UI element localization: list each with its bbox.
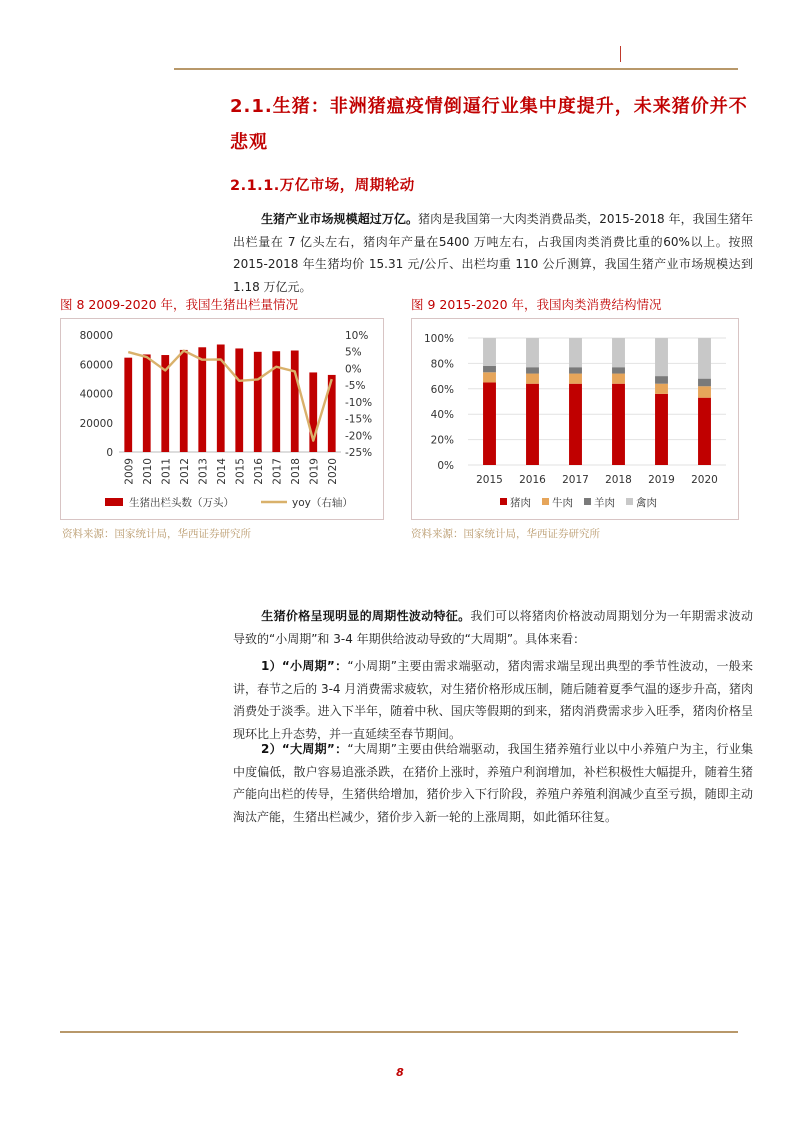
bar-2020-禽肉 [698,338,711,379]
bar-2010 [143,354,151,452]
header-rule [174,68,738,70]
bar-2016-禽肉 [526,338,539,367]
bar-2015 [235,348,243,452]
legend-label: 禽肉 [636,497,657,509]
x-tick-label: 2017 [271,458,284,485]
bar-2015-猪肉 [483,382,496,465]
legend-swatch [542,498,549,505]
bar-2019-羊肉 [655,376,668,384]
bar-2018 [291,351,299,452]
x-tick-label: 2009 [123,458,136,485]
legend-label: yoy（右轴） [292,497,353,509]
paragraph-market-size [233,208,753,298]
x-tick-label: 2018 [289,458,302,485]
y-tick-label: 0% [437,460,454,472]
bar-2015-牛肉 [483,372,496,382]
legend-swatch [584,498,591,505]
x-tick-label: 2019 [308,458,321,485]
y-tick-label: 60% [430,383,454,396]
x-tick-label: 2016 [519,474,546,486]
x-tick-label: 2014 [215,458,228,485]
x-tick-label: 2015 [476,474,503,486]
bar-2018-猪肉 [612,384,625,465]
y-tick-label: 100% [423,333,454,345]
legend-label: 猪肉 [510,497,531,509]
paragraph-lead: 1）“小周期”： [261,659,348,673]
hog-slaughter-chart [61,319,383,519]
y2-tick-label: -5% [345,380,366,393]
bar-2009 [124,358,132,452]
section-title-line2: 悲观 [230,132,268,153]
y2-tick-label: -20% [345,430,373,443]
paragraph-price-cycle [233,605,753,650]
y2-tick-label: -25% [345,447,373,459]
section-title-line1: 2.1.生猪：非洲猪瘟疫情倒逼行业集中度提升，未来猪价并不 [230,96,748,117]
paragraph-lead: 生猪产业市场规模超过万亿。 [261,212,419,226]
y-tick-label: 20000 [79,417,113,430]
y-tick-label: 40000 [79,388,113,401]
x-tick-label: 2020 [691,474,718,486]
x-tick-label: 2016 [252,458,265,485]
legend-label: 羊肉 [594,497,615,509]
bar-2020-牛肉 [698,386,711,397]
y-tick-label: 20% [430,434,454,447]
bar-2016-牛肉 [526,374,539,384]
legend-label: 生猪出栏头数（万头） [129,497,234,509]
y-tick-label: 80000 [79,330,113,342]
x-tick-label: 2020 [326,458,339,485]
x-tick-label: 2015 [234,458,247,485]
header-accent-mark [620,46,621,62]
bar-2016-羊肉 [526,367,539,373]
paragraph-text: 我们可以将猪肉价格波动周期划分为一年期需求波动导致的“小周期”和 3-4 年期供给波动导致的“大周期”。具体来看： [233,609,753,646]
figure-8-source: 资料来源：国家统计局，华西证券研究所 [62,528,251,540]
bar-2015-羊肉 [483,366,496,372]
figure-9-title: 图 9 2015-2020 年，我国肉类消费结构情况 [411,297,662,312]
subsection-title: 2.1.1.万亿市场，周期轮动 [230,178,415,194]
bar-2016-猪肉 [526,384,539,465]
bar-2020-猪肉 [698,398,711,465]
bar-2015-禽肉 [483,338,496,366]
y-tick-label: 60000 [79,359,113,372]
bar-2017-禽肉 [569,338,582,367]
bar-2016 [254,352,262,452]
figure-9-source: 资料来源：国家统计局，华西证券研究所 [411,528,600,540]
bar-2017-猪肉 [569,384,582,465]
paragraph-small-cycle [233,655,753,745]
x-tick-label: 2019 [648,474,675,486]
y-tick-label: 0 [106,447,113,459]
legend-swatch [626,498,633,505]
bar-2018-牛肉 [612,374,625,384]
x-tick-label: 2018 [605,474,632,486]
x-tick-label: 2011 [160,458,173,485]
footer-rule [60,1031,738,1033]
y-tick-label: 80% [430,358,454,371]
bar-2018-禽肉 [612,338,625,367]
bar-2019-牛肉 [655,384,668,394]
legend-label: 牛肉 [552,497,573,509]
figure-8-title: 图 8 2009-2020 年，我国生猪出栏量情况 [60,297,299,312]
y2-tick-label: 10% [345,330,369,342]
y2-tick-label: -15% [345,413,373,426]
figure-9-frame [411,318,739,520]
paragraph-big-cycle [233,738,753,828]
bar-2017-羊肉 [569,367,582,373]
paragraph-text: “大周期”主要由供给端驱动，我国生猪养殖行业以中小养殖户为主，行业集中度偏低，散户容易追涨杀跌，在猪价上涨时，养殖户利润增加，补栏积极性大幅提升，随着生猪产能向出栏的传导，生猪供给增加，猪价步入下行阶段，养殖户养殖利润减少直至亏损，随即主动淘汰产能，生猪出栏减少，猪价步入新一轮的上涨周期，如此循环往复。 [233,742,754,824]
bar-2012 [180,350,188,452]
paragraph-lead: 2）“大周期”： [261,742,348,756]
x-tick-label: 2012 [178,458,191,485]
bar-2019-猪肉 [655,394,668,465]
y2-tick-label: 0% [345,363,362,376]
page-number: 8 [396,1066,404,1079]
bar-2018-羊肉 [612,367,625,373]
bar-2013 [198,347,206,452]
paragraph-text: 猪肉是我国第一大肉类消费品类，2015-2018 年，我国生猪年出栏量在 7 亿头左右，猪肉年产量在5400 万吨左右，占我国肉类消费比重的60%以上。按照 2015-2018 年生猪均价 15.31 元/公斤、出栏均重 110 公斤测算，我国生猪产业市场规模达到 1.18 万亿元。 [233,212,753,294]
bar-2020-羊肉 [698,379,711,387]
y-tick-label: 40% [430,409,454,422]
x-tick-label: 2013 [197,458,210,485]
bar-2019-禽肉 [655,338,668,376]
x-tick-label: 2017 [562,474,589,486]
figure-8-frame [60,318,384,520]
legend-swatch-bar [105,498,123,506]
yoy-line [128,351,332,441]
y2-tick-label: 5% [345,346,362,359]
y2-tick-label: -10% [345,396,373,409]
legend-swatch [500,498,507,505]
bar-2017-牛肉 [569,374,582,384]
meat-consumption-chart [412,319,738,519]
paragraph-lead: 生猪价格呈现明显的周期性波动特征。 [261,609,471,623]
x-tick-label: 2010 [141,458,154,485]
paragraph-text: “小周期”主要由需求端驱动，猪肉需求端呈现出典型的季节性波动，一般来讲，春节之后的 3-4 月消费需求疲软，对生猪价格形成压制，随后随着夏季气温的逐步升高，猪肉消费处于淡季。进入下半年，随着中秋、国庆等假期的到来，猪肉消费需求步入旺季，猪肉价格呈现环比上升态势，并一直延续至春节期间。 [233,659,754,741]
